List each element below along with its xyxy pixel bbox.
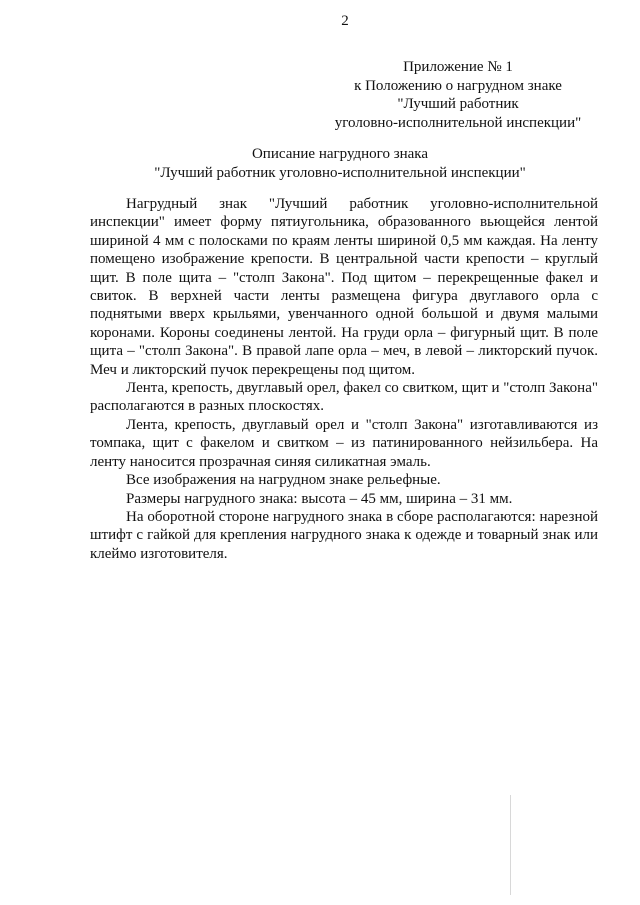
appendix-line: Приложение № 1 (403, 59, 513, 75)
document-title (90, 145, 590, 182)
body-paragraph: Нагрудный знак "Лучший работник уголовно-исполнительной инспекции" имеет форму пятиугольника, образованного вьющейся лентой шириной 4 мм с полосками по краям ленты шириной 0,5 мм каждая. На ленту помещено изображение крепости. В центральной части крепости – круглый щит. В поле щита – "столп Закона". Под щитом – перекрещенные факел и свиток. В верхней части ленты размещена фигура двуглавого орла с поднятыми вверх крыльями, увенчанного одной большой и двумя малыми коронами. Короны соединены лентой. На груди орла – фигурный щит. В поле щита – "столп Закона". В правой лапе орла – меч, в левой – ликторский пучок. Меч и ликторский пучок перекрещены под щитом. (90, 196, 598, 378)
body-paragraph: На оборотной стороне нагрудного знака в сборе располагаются: нарезной штифт с гайкой для крепления нагрудного знака к одежде и товарный знак или клеймо изготовителя. (90, 508, 598, 562)
appendix-header (318, 58, 598, 132)
scan-artifact-line (510, 795, 511, 895)
document-body (90, 195, 598, 563)
page-number: 2 (341, 13, 349, 29)
appendix-line: к Положению о нагрудном знаке (354, 77, 562, 94)
title-line-2: "Лучший работник уголовно-исполнительной инспекции" (154, 164, 526, 181)
appendix-line: "Лучший работник (397, 96, 519, 112)
body-paragraph: Лента, крепость, двуглавый орел и "столп Закона" изготавливаются из томпака, щит с факелом и свитком – из патинированного нейзильбера. На ленту наносится прозрачная синяя силикатная эмаль. (90, 416, 598, 470)
title-line-1: Описание нагрудного знака (251, 146, 429, 162)
body-paragraph: Размеры нагрудного знака: высота – 45 мм, ширина – 31 мм. (126, 490, 513, 507)
body-paragraph: Все изображения на нагрудном знаке рельефные. (126, 472, 441, 489)
body-paragraph: Лента, крепость, двуглавый орел, факел со свитком, щит и "столп Закона" располагаются в разных плоскостях. (90, 380, 598, 415)
appendix-line: уголовно-исполнительной инспекции" (334, 114, 582, 131)
